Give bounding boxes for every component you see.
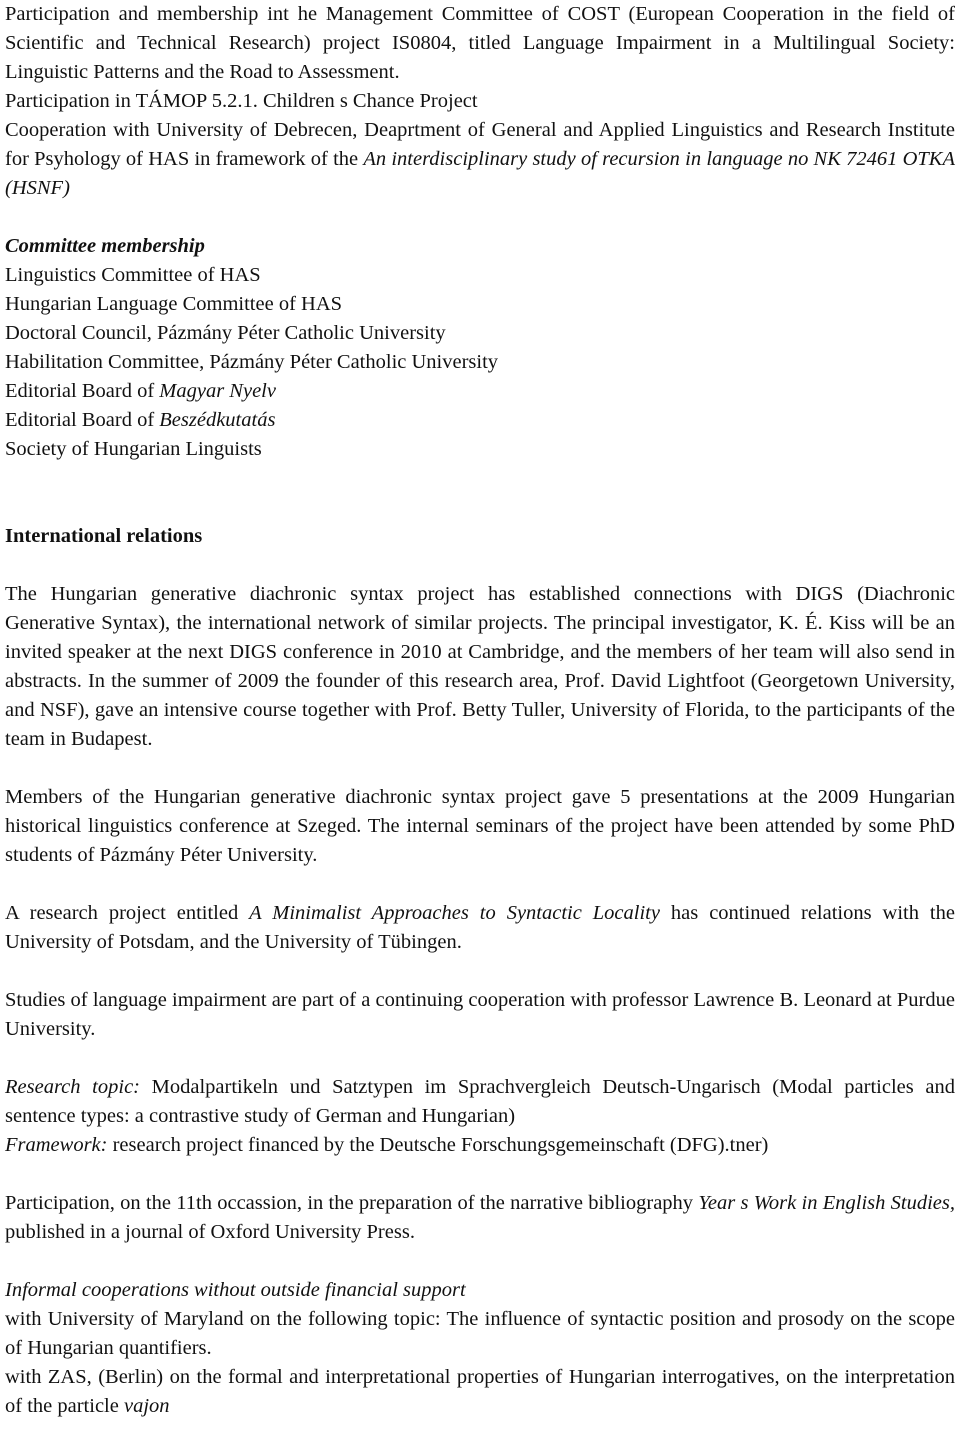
minimalist-text-a: A research project entitled bbox=[5, 902, 250, 924]
tamop-participation-line: Participation in TÁMOP 5.2.1. Children s Chance Project bbox=[5, 90, 478, 112]
bibliography-text-b: published in a journal of Oxford University Press. bbox=[5, 1221, 415, 1243]
cost-participation-paragraph: Participation and membership int he Management Committee of COST (European Cooperation in the field of Scientific and Technical Research) project IS0804, titled Language Impairment in a Multilingual Society: Linguistic Patterns and the Road to Assessment. bbox=[5, 3, 955, 83]
committee-item: Habilitation Committee, Pázmány Péter Catholic University bbox=[5, 351, 499, 373]
spacer bbox=[5, 1247, 955, 1276]
magyar-nyelv-title: Magyar Nyelv bbox=[159, 380, 276, 402]
zas-cooperation bbox=[5, 1363, 955, 1421]
debrecen-cooperation-paragraph bbox=[5, 116, 955, 203]
spacer bbox=[5, 464, 955, 522]
minimalist-text-b: has continued relations with the University of Potsdam, and the University of Tübingen. bbox=[5, 902, 955, 953]
committee-item: Linguistics Committee of HAS bbox=[5, 264, 261, 286]
research-topic-paragraph bbox=[5, 1073, 955, 1131]
committee-item: Hungarian Language Committee of HAS bbox=[5, 293, 343, 315]
committee-membership-heading: Committee membership bbox=[5, 235, 205, 257]
research-topic-text: Modalpartikeln und Satztypen im Sprachvergleich Deutsch-Ungarisch (Modal particles and sentence types: a contrastive study of German and Hungarian) bbox=[5, 1076, 955, 1127]
committee-item bbox=[5, 377, 955, 406]
framework-line bbox=[5, 1131, 955, 1160]
framework-label: Framework: bbox=[5, 1134, 108, 1156]
bibliography-text-a: Participation, on the 11th occassion, in the preparation of the narrative bibliography bbox=[5, 1192, 699, 1214]
minimalist-project-paragraph bbox=[5, 899, 955, 957]
digs-paragraph: The Hungarian generative diachronic syntax project has established connections with DIGS (Diachronic Generative Syntax), the international network of similar projects. The principal investigator, K. É. Kiss will be an invited speaker at the next DIGS conference in 2010 at Cambridge, and the members of her team will also send in abstracts. In the summer of 2009 the founder of this research area, Prof. David Lightfoot (Georgetown University, and NSF), gave an intensive course together with Prof. Betty Tuller, University of Florida, to the participants of the team in Budapest. bbox=[5, 583, 955, 750]
committee-item: Society of Hungarian Linguists bbox=[5, 438, 262, 460]
spacer bbox=[5, 1044, 955, 1073]
szeged-paragraph: Members of the Hungarian generative diachronic syntax project gave 5 presentations at the 2009 Hungarian historical linguistics conference at Szeged. The internal seminars of the project have been attended by some PhD students of Pázmány Péter University. bbox=[5, 786, 955, 866]
spacer bbox=[5, 870, 955, 899]
spacer bbox=[5, 1160, 955, 1189]
international-relations-heading: International relations bbox=[5, 525, 203, 547]
bibliography-paragraph bbox=[5, 1189, 955, 1247]
years-work-title: Year s Work in English Studies, bbox=[698, 1192, 955, 1214]
vajon-particle: vajon bbox=[123, 1395, 170, 1417]
committee-item bbox=[5, 406, 955, 435]
language-impairment-paragraph: Studies of language impairment are part of a continuing cooperation with professor Lawrence B. Leonard at Purdue University. bbox=[5, 989, 955, 1040]
maryland-cooperation: with University of Maryland on the following topic: The influence of syntactic position and prosody on the scope of Hungarian quantifiers. bbox=[5, 1308, 955, 1359]
beszedkutatas-title: Beszédkutatás bbox=[159, 409, 276, 431]
spacer bbox=[5, 754, 955, 783]
editorial-board-prefix: Editorial Board of bbox=[5, 409, 160, 431]
research-topic-label: Research topic: bbox=[5, 1076, 140, 1098]
minimalist-project-title: A Minimalist Approaches to Syntactic Locality bbox=[249, 902, 660, 924]
editorial-board-prefix: Editorial Board of bbox=[5, 380, 160, 402]
spacer bbox=[5, 203, 955, 232]
zas-cooperation-text: with ZAS, (Berlin) on the formal and interpretational properties of Hungarian interrogatives, on the interpretation of the particle bbox=[5, 1366, 955, 1417]
spacer bbox=[5, 957, 955, 986]
informal-cooperations-heading: Informal cooperations without outside financial support bbox=[5, 1279, 466, 1301]
debrecen-cooperation-text: Cooperation with University of Debrecen, Deaprtment of General and Applied Linguistics and Research Institute for Psyhology of HAS in framework of the bbox=[5, 119, 955, 170]
framework-text: research project financed by the Deutsche Forschungsgemeinschaft (DFG).tner) bbox=[107, 1134, 769, 1156]
committee-item: Doctoral Council, Pázmány Péter Catholic University bbox=[5, 322, 446, 344]
interdisciplinary-study-title: An interdisciplinary study of recursion in language no NK 72461 OTKA (HSNF) bbox=[5, 148, 956, 199]
spacer bbox=[5, 551, 955, 580]
